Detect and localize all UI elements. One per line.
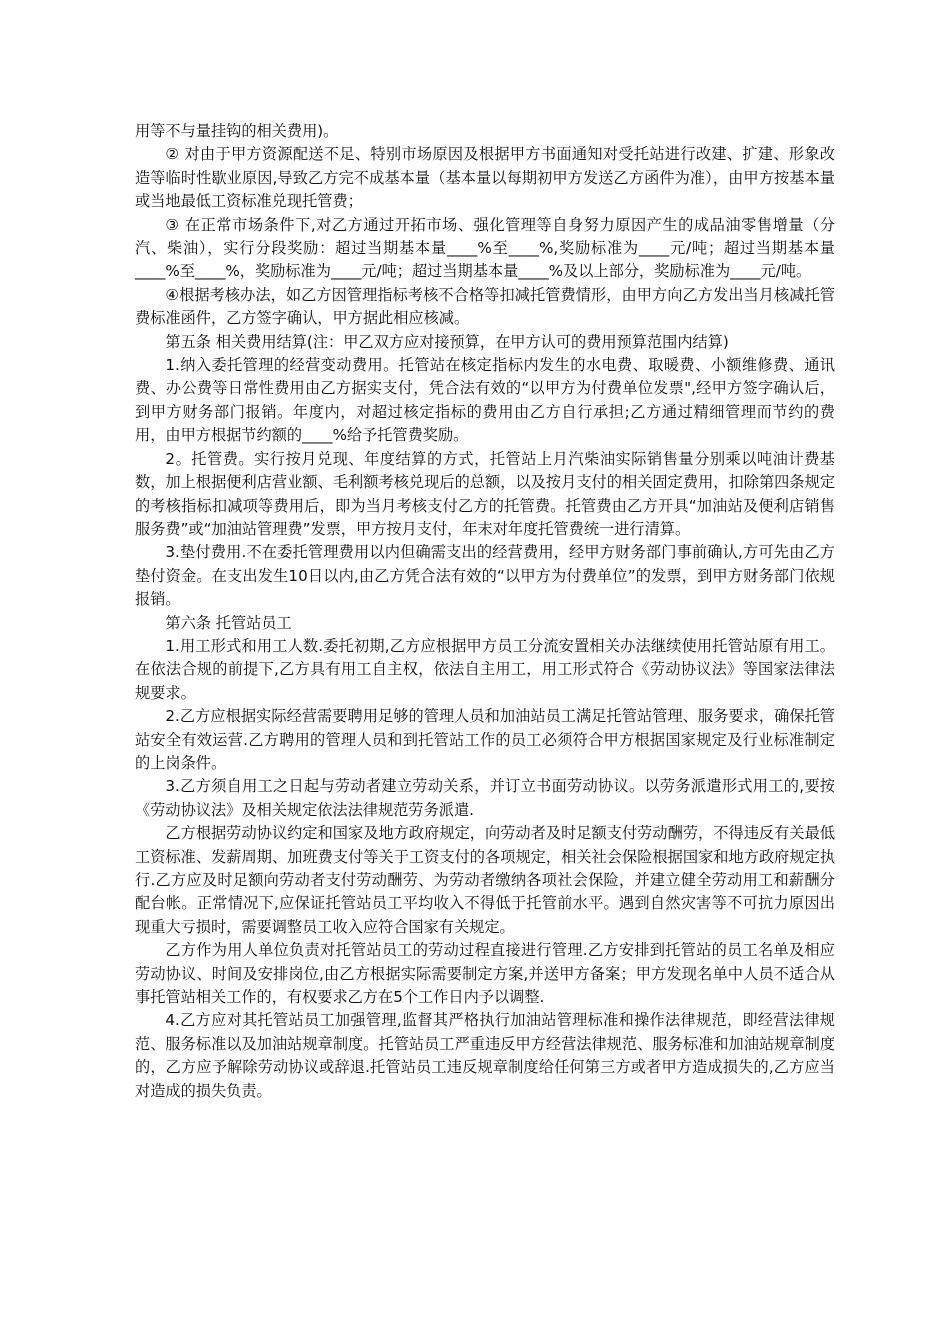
paragraph-article-6-item-3: 3.乙方须自用工之日起与劳动者建立劳动关系，并订立书面劳动协议。以劳务派遣形式用工的,要按《劳动协议法》及相关规定依法法律规范劳务派遣. — [135, 777, 835, 819]
paragraph-article-5-item-1: 1.纳入委托管理的经营变动费用。托管站在核定指标内发生的水电费、取暖费、小额维修费、通讯费、办公费等日常性费用由乙方据实支付，凭合法有效的“以甲方为付费单位发票",经甲方签字确认后，到甲方财务部门报销。年度内，对超过核定指标的费用由乙方自行承担;乙方通过精细管理而节约的费用，由甲方根据节约额的____%给予托管费奖励。 — [135, 356, 835, 445]
article-6-heading: 第六条 托管站员工 — [165, 613, 292, 632]
paragraph-article-6-item-4: 4.乙方应对其托管站员工加强管理,监督其严格执行加油站管理标准和操作法律规范，即经营法律规范、服务标准以及加油站规章制度。托管站员工严重违反甲方经营法律规范、服务标准和加油站规章制度的，乙方应予解除劳动协议或辞退.托管站员工违反规章制度给任何第三方或者甲方造成损失的,乙方应当对造成的损失负责。 — [135, 1011, 835, 1100]
paragraph-clause-3: ③ 在正常市场条件下,对乙方通过开拓市场、强化管理等自身努力原因产生的成品油零售增量（分汽、柴油），实行分段奖励：超过当期基本量____%至____%,奖励标准为____元/吨；超过当期基本量____%至____%，奖励标准为____元/吨；超过当期基本量____%及以上部分，奖励标准为____元/吨。 — [135, 215, 835, 281]
paragraph-wages: 乙方根据劳动协议约定和国家及地方政府规定，向劳动者及时足额支付劳动酬劳，不得违反有关最低工资标准、发薪周期、加班费支付等关于工资支付的各项规定，相关社会保险根据国家和地方政府规定执行.乙方应及时足额向劳动者支付劳动酬劳、为劳动者缴纳各项社会保险，并建立健全劳动用工和薪酬分配台帐。正常情况下,应保证托管站员工平均收入不得低于托管前水平。遇到自然灾害等不可抗力原因出现重大亏损时，需要调整员工收入应符合国家有关规定。 — [135, 824, 835, 936]
paragraph-clause-2: ② 对由于甲方资源配送不足、特别市场原因及根据甲方书面通知对受托站进行改建、扩建、形象改造等临时性歇业原因,导致乙方完不成基本量（基本量以每期初甲方发送乙方函件为准），由甲方按基本量或当地最低工资标准兑现托管费； — [135, 145, 835, 211]
document-body — [135, 120, 835, 1103]
paragraph-clause-4: ④根据考核办法，如乙方因管理指标考核不合格等扣减托管费情形，由甲方向乙方发出当月核减托管费标准函件，乙方签字确认，甲方据此相应核减。 — [135, 285, 835, 328]
paragraph-article-6-item-1: 1.用工形式和用工人数.委托初期,乙方应根据甲方员工分流安置相关办法继续使用托管站原有用工。在依法合规的前提下,乙方具有用工自主权，依法自主用工，用工形式符合《劳动协议法》等国家法律法规要求。 — [135, 636, 835, 702]
paragraph-article-5-item-3: 3.垫付费用.不在委托管理费用以内但确需支出的经营费用，经甲方财务部门事前确认,方可先由乙方垫付资金。在支出发生10日以内,由乙方凭合法有效的“以甲方为付费单位”的发票，到甲方财务部门依规报销。 — [135, 543, 835, 609]
article-5-heading: 第五条 相关费用结算(注：甲乙双方应对接预算，在甲方认可的费用预算范围内结算) — [165, 332, 729, 351]
paragraph-continuation: 用等不与量挂钩的相关费用)。 — [135, 122, 339, 140]
paragraph-article-5-item-2: 2。托管费。实行按月兑现、年度结算的方式，托管站上月汽柴油实际销售量分别乘以吨油计费基数，加上根据便利店营业额、毛利额考核兑现后的总额，以及按月支付的相关固定费用，扣除第四条规定的考核指标扣减项等费用后，即为当月考核支付乙方的托管费。托管费由乙方开具“加油站及便利店销售服务费”或“加油站管理费”发票，甲方按月支付，年末对年度托管费统一进行清算。 — [135, 449, 835, 538]
paragraph-employer-management: 乙方作为用人单位负责对托管站员工的劳动过程直接进行管理.乙方安排到托管站的员工名单及相应劳动协议、时间及安排岗位,由乙方根据实际需要制定方案,并送甲方备案；甲方发现名单中人员不适合从事托管站相关工作的，有权要求乙方在5个工作日内予以调整. — [135, 941, 835, 1007]
paragraph-article-6-item-2: 2.乙方应根据实际经营需要聘用足够的管理人员和加油站员工满足托管站管理、服务要求，确保托管站安全有效运营.乙方聘用的管理人员和到托管站工作的员工必须符合甲方根据国家规定及行业标准制定的上岗条件。 — [135, 707, 835, 772]
